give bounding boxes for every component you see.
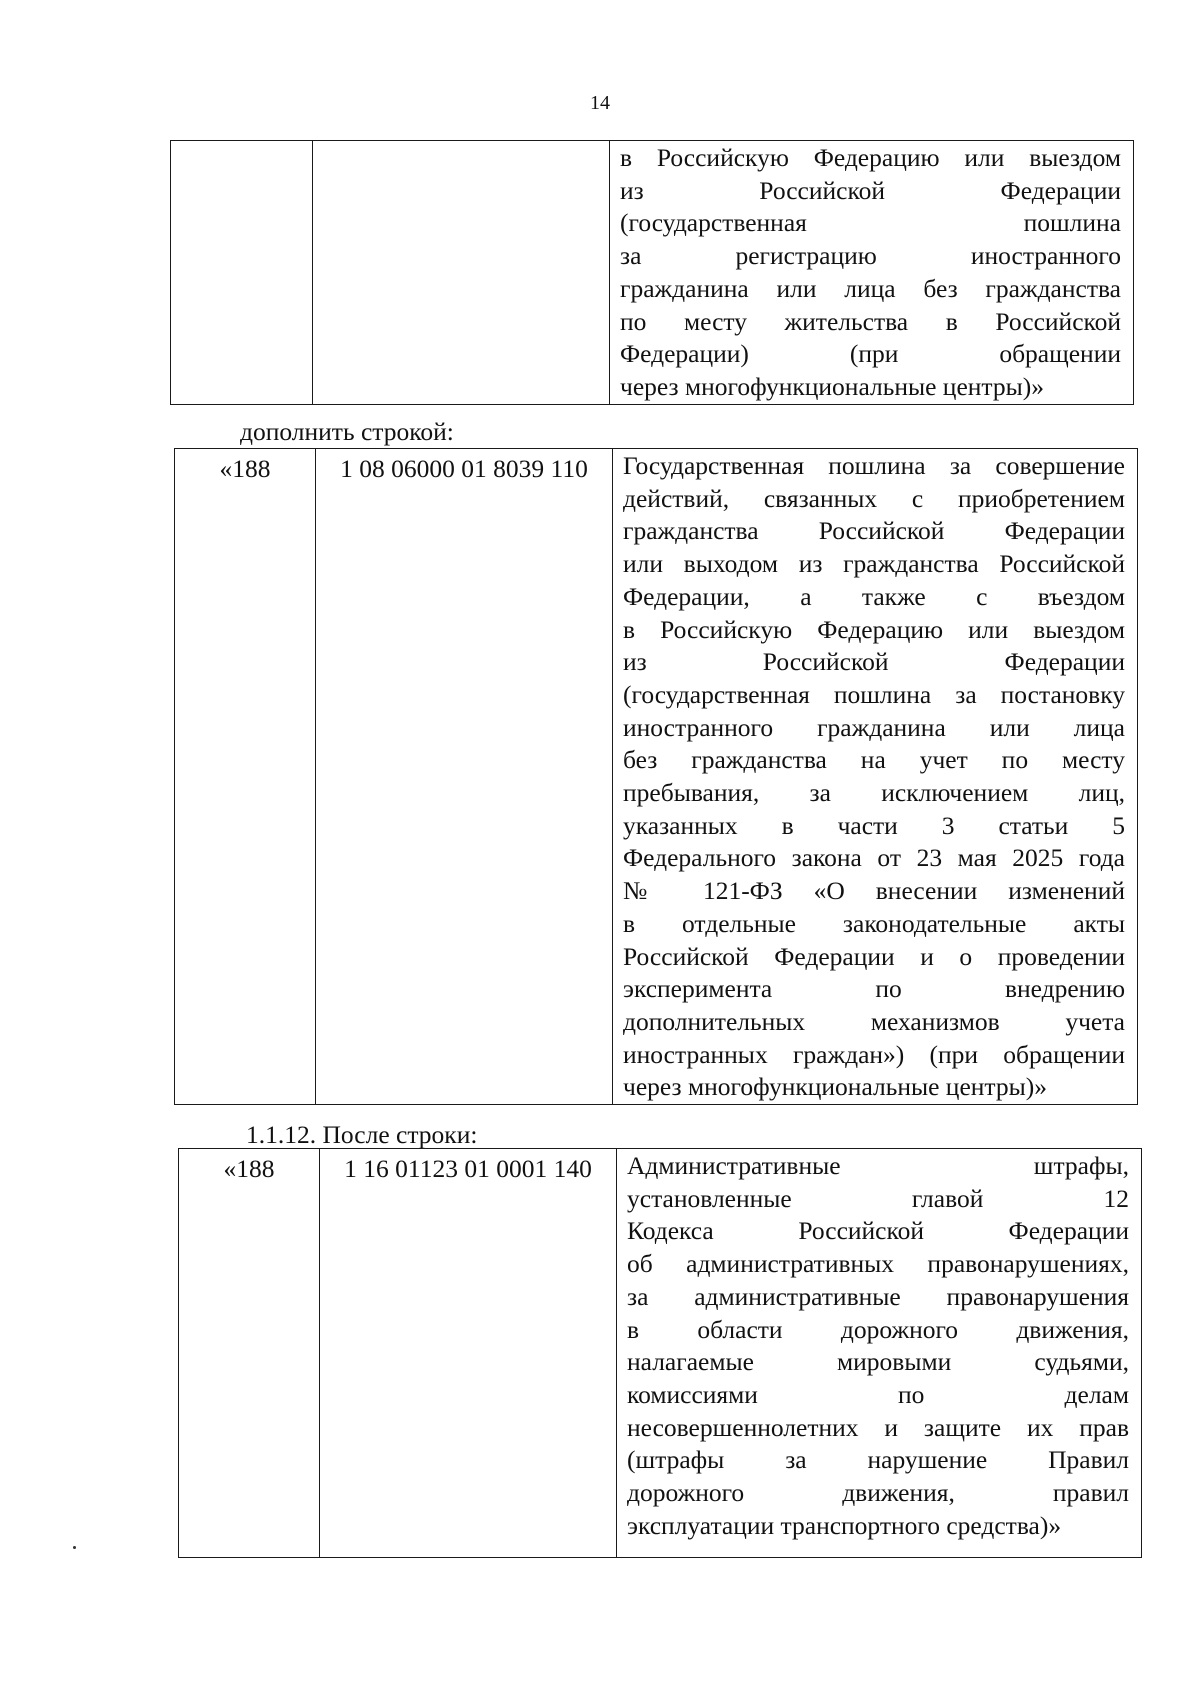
description-line: налагаемые мировыми судьями, xyxy=(627,1347,1129,1377)
admin-code-cell: «188 xyxy=(175,449,316,1105)
description-line: в отдельные законодательные акты xyxy=(623,908,1125,938)
description-line: гражданина или лица без гражданства xyxy=(620,273,1121,303)
description-line: несовершеннолетних и защите их прав xyxy=(627,1412,1129,1442)
added-row-table xyxy=(174,448,1138,1105)
description-line: в Российскую Федерацию или выездом xyxy=(620,143,1121,172)
reference-row-table xyxy=(178,1148,1142,1558)
description-cell xyxy=(610,141,1134,405)
budget-code-cell: 1 08 06000 01 8039 110 xyxy=(316,449,613,1105)
description-line: действий, связанных с приобретением xyxy=(623,483,1125,513)
description-line: дорожного движения, правил xyxy=(627,1478,1129,1508)
description-line: комиссиями по делам xyxy=(627,1379,1129,1409)
description-line: через многофункциональные центры)» xyxy=(623,1072,1047,1102)
description-line: через многофункциональные центры)» xyxy=(620,371,1044,401)
description-line: из Российской Федерации xyxy=(623,647,1125,677)
budget-code-cell xyxy=(313,141,610,405)
description-line: или выходом из гражданства Российской xyxy=(623,549,1125,579)
description-line: эксплуатации транспортного средства)» xyxy=(627,1510,1062,1540)
table-row xyxy=(179,1149,1142,1558)
description-line: № 121-ФЗ «О внесении изменений xyxy=(623,876,1125,906)
description-line: установленные главой 12 xyxy=(627,1183,1129,1213)
continued-table xyxy=(170,140,1134,405)
page-number: 14 xyxy=(590,92,610,114)
admin-code-cell xyxy=(171,141,313,405)
description-line: Российской Федерации и о проведении xyxy=(623,941,1125,971)
scan-dot-mark xyxy=(73,1546,76,1549)
instruction-add-row: дополнить строкой: xyxy=(240,417,454,446)
description-line: эксперимента по внедрению xyxy=(623,974,1125,1004)
description-line: об административных правонарушениях, xyxy=(627,1249,1129,1279)
description-line: иностранного гражданина или лица xyxy=(623,712,1125,742)
description-line: из Российской Федерации xyxy=(620,175,1121,205)
description-line: Государственная пошлина за совершение xyxy=(623,451,1125,480)
table-row xyxy=(171,141,1134,405)
table-row xyxy=(175,449,1138,1105)
description-line: Федерации, а также с въездом xyxy=(623,581,1125,611)
description-line: за регистрацию иностранного xyxy=(620,241,1121,271)
description-line: за административные правонарушения xyxy=(627,1281,1129,1311)
description-line: без гражданства на учет по месту xyxy=(623,745,1125,775)
description-line: гражданства Российской Федерации xyxy=(623,516,1125,546)
description-line: дополнительных механизмов учета xyxy=(623,1006,1125,1036)
description-line: по месту жительства в Российской xyxy=(620,306,1121,336)
budget-code-cell: 1 16 01123 01 0001 140 xyxy=(320,1149,617,1558)
description-line: иностранных граждан») (при обращении xyxy=(623,1039,1125,1069)
instruction-after-row: 1.1.12. После строки: xyxy=(246,1120,478,1149)
description-line: (государственная пошлина xyxy=(620,208,1121,238)
description-line: указанных в части 3 статьи 5 xyxy=(623,810,1125,840)
description-cell xyxy=(613,449,1138,1105)
description-line: в области дорожного движения, xyxy=(627,1314,1129,1344)
admin-code-cell: «188 xyxy=(179,1149,320,1558)
description-line: (государственная пошлина за постановку xyxy=(623,679,1125,709)
description-line: Федерального закона от 23 мая 2025 года xyxy=(623,843,1125,873)
description-cell xyxy=(617,1149,1142,1558)
description-line: в Российскую Федерацию или выездом xyxy=(623,614,1125,644)
description-line: Кодекса Российской Федерации xyxy=(627,1216,1129,1246)
description-line: пребывания, за исключением лиц, xyxy=(623,778,1125,808)
description-line: (штрафы за нарушение Правил xyxy=(627,1445,1129,1475)
description-line: Административные штрафы, xyxy=(627,1151,1129,1180)
description-line: Федерации) (при обращении xyxy=(620,339,1121,369)
